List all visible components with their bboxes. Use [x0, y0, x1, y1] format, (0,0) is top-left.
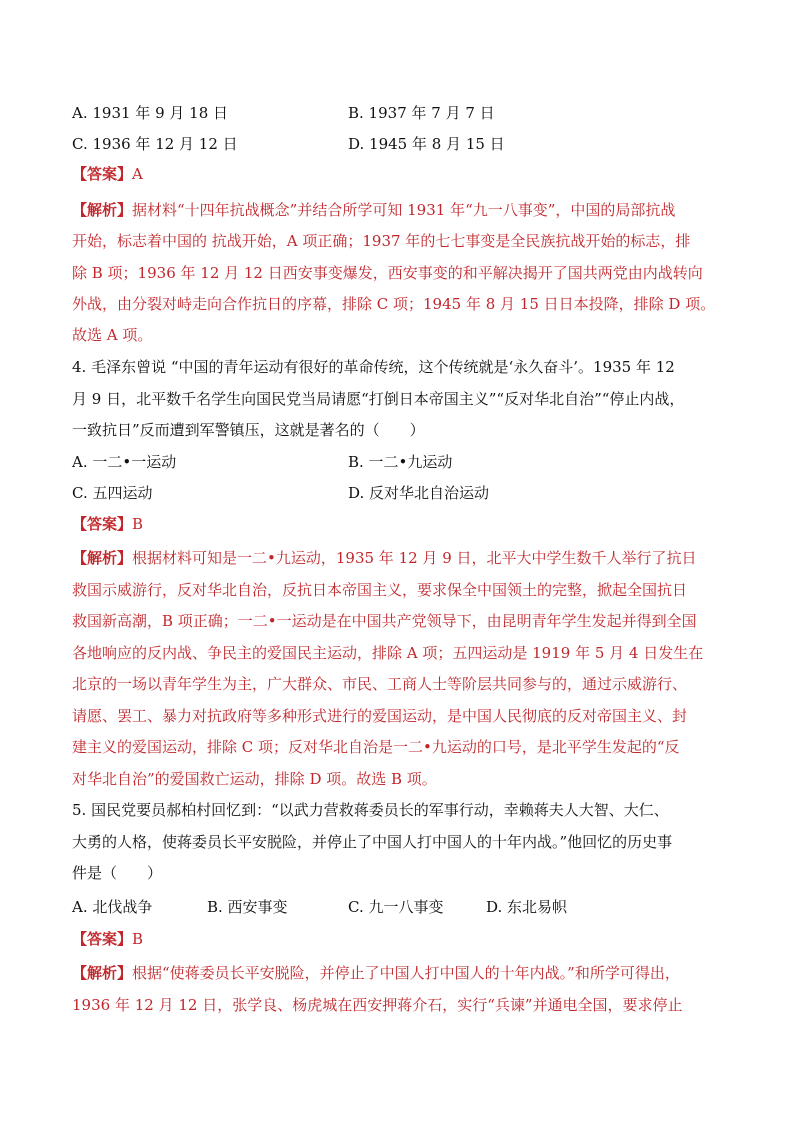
q5-analysis-line	[72, 963, 732, 983]
answer-value: B	[132, 930, 144, 948]
q3-options-row-2	[72, 134, 732, 154]
q4-analysis-line: 救国示威游行，反对华北自治，反抗日本帝国主义，要求保全中国领土的完整，掀起全国抗日	[72, 581, 688, 599]
analysis-tag: 【解析】	[72, 549, 133, 567]
analysis-text: 据材料“十四年抗战概念”并结合所学可知 1931 年“九一八事变”，中国的局部抗战	[132, 201, 676, 219]
q5-answer	[72, 929, 732, 949]
answer-value: B	[132, 515, 144, 533]
analysis-tag: 【解析】	[72, 201, 133, 219]
analysis-text: 根据材料可知是一二•九运动，1935 年 12 月 9 日，北平大中学生数千人举行了抗日	[132, 549, 697, 567]
q5-analysis-line: 1936 年 12 月 12 日，张学良、杨虎城在西安押蒋介石，实行“兵谏”并通电全国，要求停止	[72, 996, 683, 1014]
q5-stem-line: 件是（ ）	[72, 864, 163, 882]
q4-option-d: D. 反对华北自治运动	[348, 484, 490, 502]
q3-analysis-line	[72, 200, 732, 220]
q3-option-c: C. 1936 年 12 月 12 日	[72, 135, 238, 153]
q3-options-row-1	[72, 103, 732, 123]
q5-options-row	[72, 897, 732, 917]
q4-analysis-line: 建主义的爱国运动，排除 C 项；反对华北自治是一二•九运动的口号，是北平学生发起的“反	[72, 738, 680, 756]
q4-stem-line: 4. 毛泽东曾说 “中国的青年运动有很好的革命传统，这个传统就是‘永久奋斗’。1935 年 12	[72, 358, 675, 376]
q4-option-a: A. 一二•一运动	[72, 453, 177, 471]
q3-option-d: D. 1945 年 8 月 15 日	[348, 135, 505, 153]
q4-analysis-line: 北京的一场以青年学生为主，广大群众、市民、工商人士等阶层共同参与的，通过示威游行、	[72, 675, 688, 693]
q5-stem-line: 5. 国民党要员郝柏村回忆到：“以武力营救蒋委员长的军事行动，幸赖蒋夫人大智、大仁、	[72, 801, 669, 819]
q4-analysis-line: 对华北自治”的爱国救亡运动，排除 D 项。故选 B 项。	[72, 770, 437, 788]
q5-option-b: B. 西安事变	[207, 898, 288, 916]
answer-value: A	[132, 165, 143, 183]
q3-analysis-line: 除 B 项；1936 年 12 月 12 日西安事变爆发，西安事变的和平解决揭开了国共两党由内战转向	[72, 264, 703, 282]
q4-options-row-2	[72, 483, 732, 503]
q4-analysis-line: 救国新高潮，B 项正确；一二•一运动是在中国共产党领导下，由昆明青年学生发起并得到全国	[72, 612, 697, 630]
q3-analysis-line: 外战，由分裂对峙走向合作抗日的序幕，排除 C 项；1945 年 8 月 15 日日本投降，排除 D 项。	[72, 295, 716, 313]
q4-analysis-line: 请愿、罢工、暴力对抗政府等多种形式进行的爱国运动，是中国人民彻底的反对帝国主义、封	[72, 707, 688, 725]
q3-option-b: B. 1937 年 7 月 7 日	[348, 104, 495, 122]
analysis-tag: 【解析】	[72, 964, 133, 982]
q3-option-a: A. 1931 年 9 月 18 日	[72, 104, 229, 122]
q4-analysis-line: 各地响应的反内战、争民主的爱国民主运动，排除 A 项；五四运动是 1919 年 5 月 4 日发生在	[72, 644, 704, 662]
q5-option-c: C. 九一八事变	[348, 898, 444, 916]
q5-option-d: D. 东北易帜	[486, 898, 568, 916]
q3-analysis-line: 开始，标志着中国的 抗战开始，A 项正确；1937 年的七七事变是全民族抗战开始的标志，排	[72, 232, 691, 250]
q4-option-c: C. 五四运动	[72, 484, 153, 502]
q4-analysis-line	[72, 548, 732, 568]
q3-answer	[72, 164, 732, 184]
q4-option-b: B. 一二•九运动	[348, 453, 453, 471]
q3-analysis-line: 故选 A 项。	[72, 326, 153, 344]
answer-tag: 【答案】	[72, 165, 133, 183]
answer-tag: 【答案】	[72, 930, 133, 948]
answer-tag: 【答案】	[72, 515, 133, 533]
q5-stem-line: 大勇的人格，使蒋委员长平安脱险，并停止了中国人打中国人的十年内战。”他回忆的历史事	[72, 833, 673, 851]
q4-answer	[72, 514, 732, 534]
q4-stem-line: 一致抗日”反而遭到军警镇压，这就是著名的（ ）	[72, 421, 425, 439]
q5-option-a: A. 北伐战争	[72, 898, 153, 916]
analysis-text: 根据“使蒋委员长平安脱险，并停止了中国人打中国人的十年内战。”和所学可得出，	[132, 964, 680, 982]
q4-stem-line: 月 9 日，北平数千名学生向国民党当局请愿“打倒日本帝国主义”“反对华北自治”“停止内战，	[72, 390, 685, 408]
q4-options-row-1	[72, 452, 732, 472]
